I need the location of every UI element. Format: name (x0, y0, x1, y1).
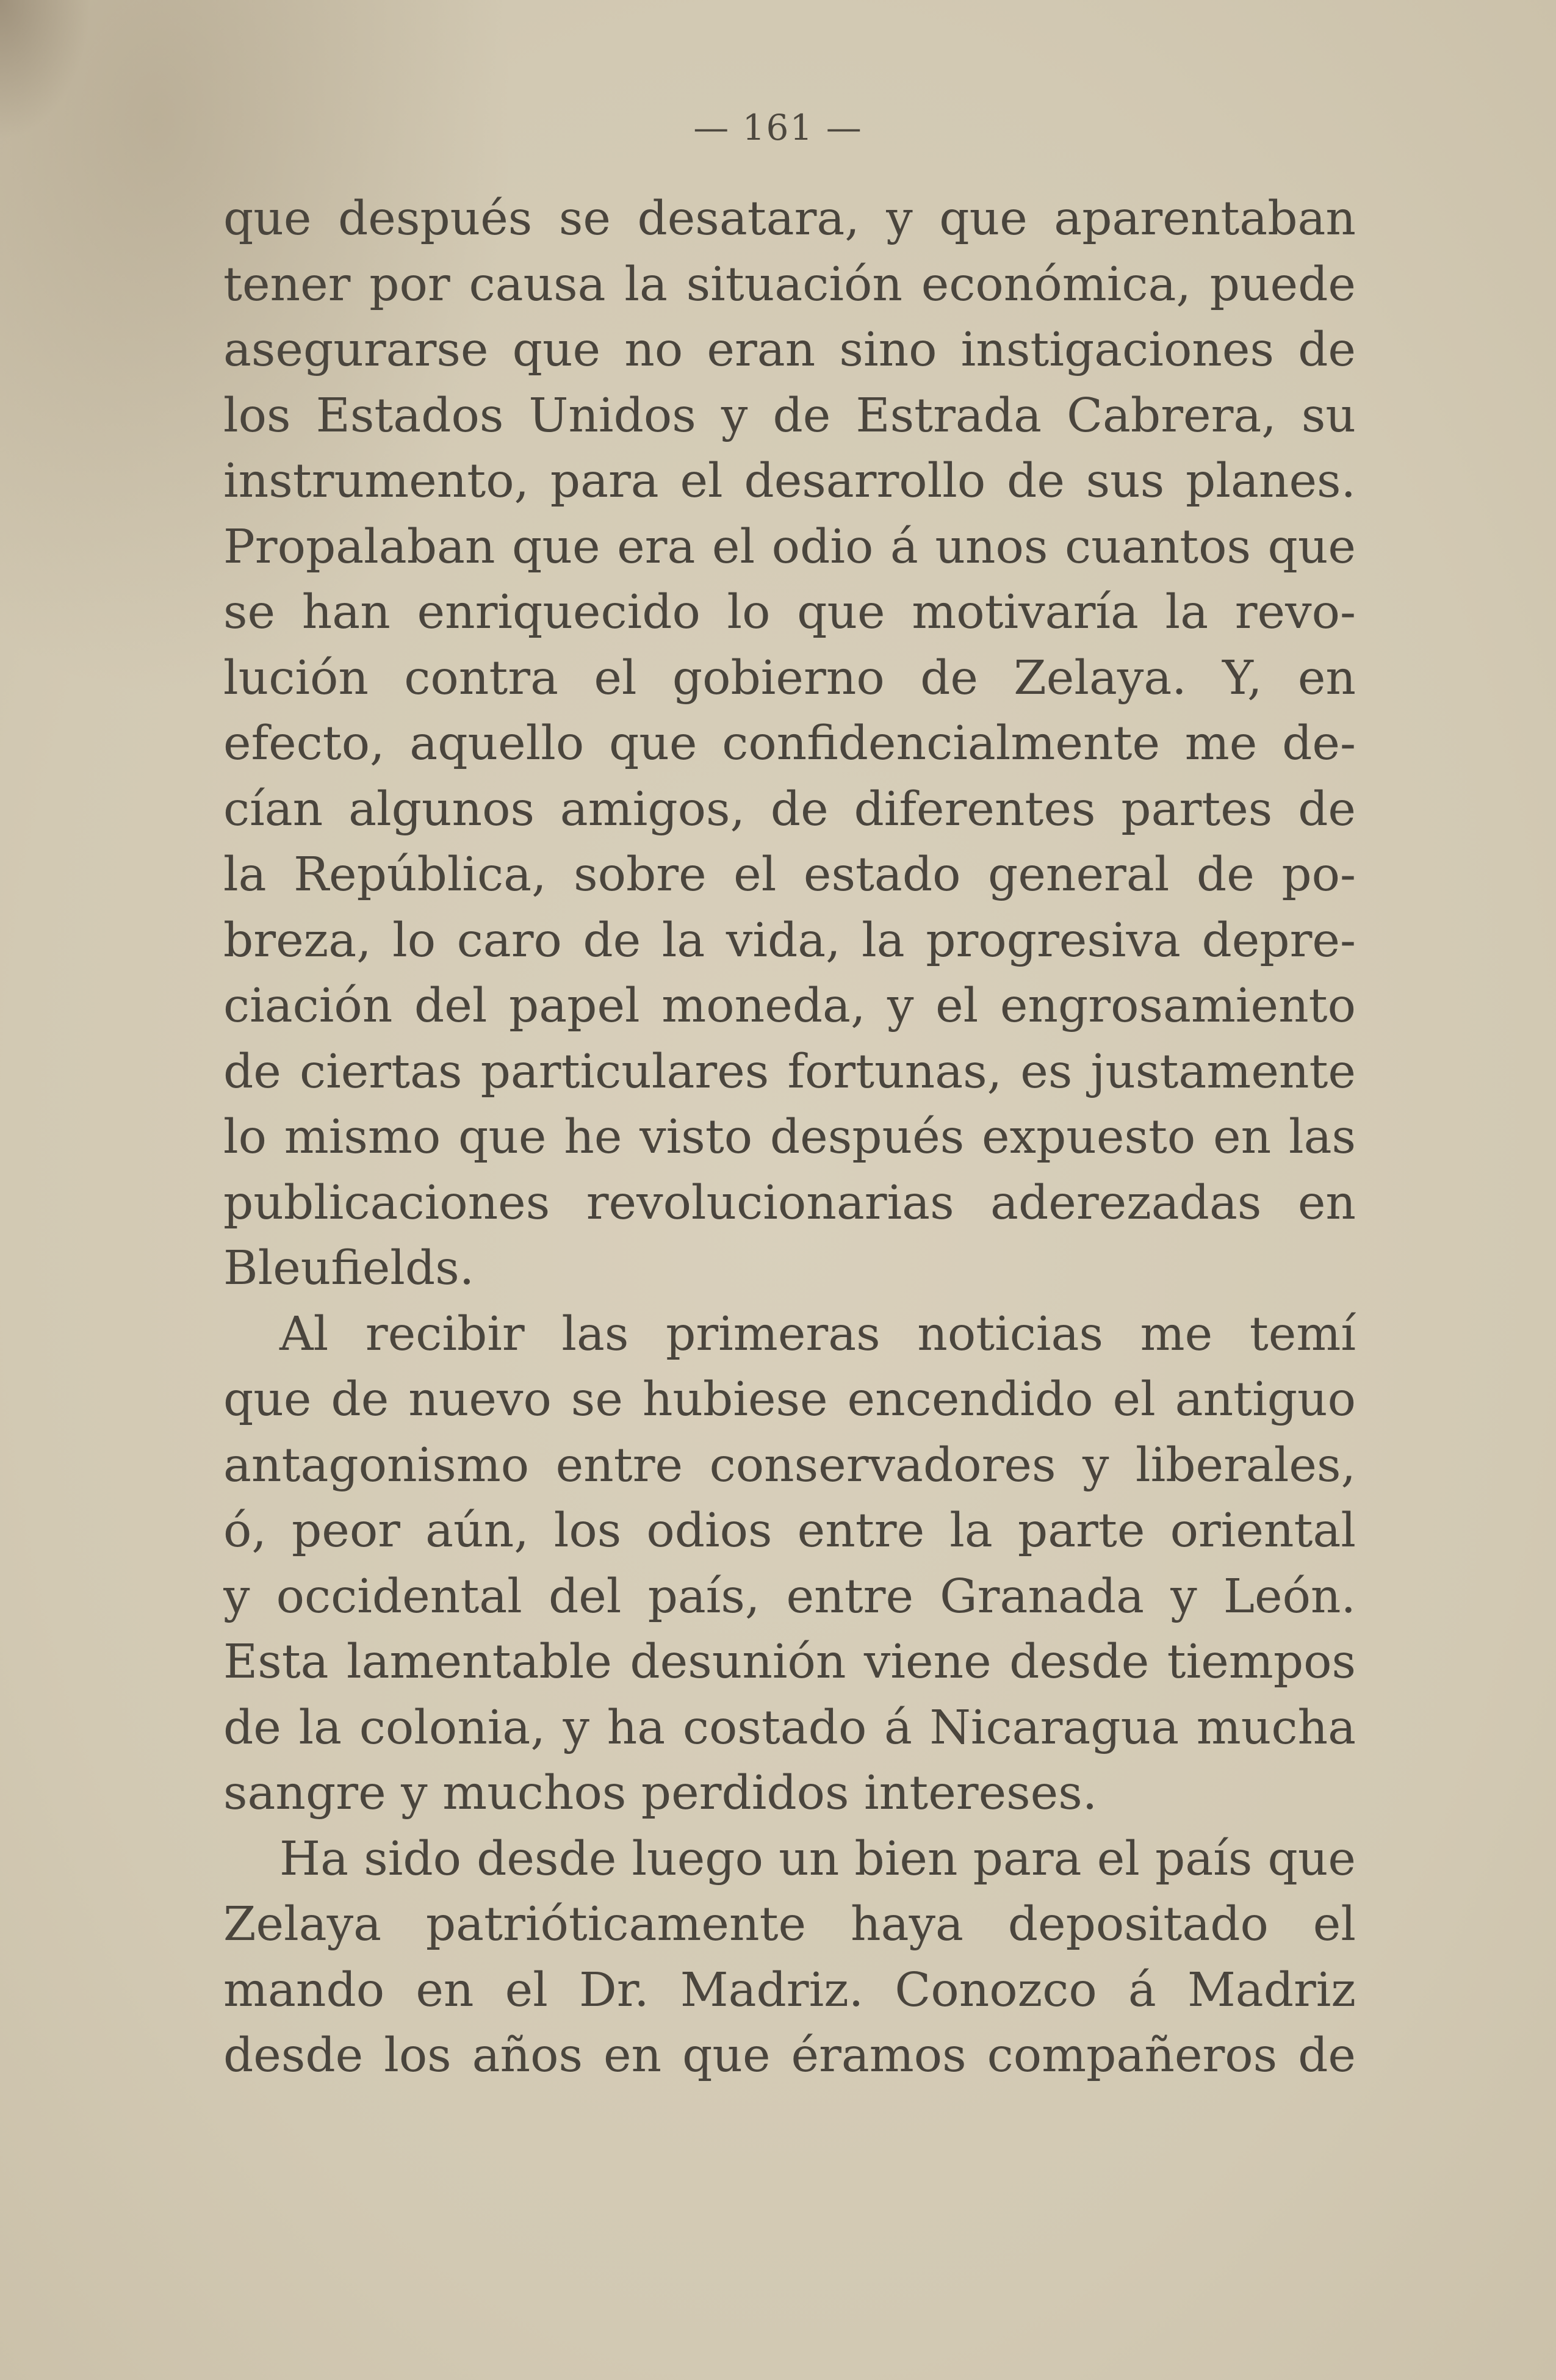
text-line: de ciertas particulares fortunas, es justamente (223, 1044, 1356, 1099)
text-line: lución contra el gobierno de Zelaya. Y, en (223, 651, 1356, 705)
paragraph-end-line: sangre y muchos perdidos intereses. (223, 1766, 1098, 1820)
text-line: ó, peor aún, los odios entre la parte oriental (223, 1504, 1356, 1558)
text-line: cían algunos amigos, de diferentes partes de (223, 782, 1356, 837)
text-line: Zelaya patrióticamente haya depositado el (223, 1897, 1356, 1952)
body-text (223, 186, 1356, 2089)
text-line: Propalaban que era el odio á unos cuantos que (223, 519, 1356, 574)
text-line: se han enriquecido lo que motivaría la revo- (223, 585, 1356, 640)
text-line: desde los años en que éramos compañeros de (223, 2028, 1356, 2083)
text-line: que después se desatara, y que aparentaban (223, 192, 1356, 246)
text-line: tener por causa la situación económica, puede (223, 257, 1356, 312)
paragraph-start-line: Ha sido desde luego un bien para el país que (279, 1831, 1356, 1886)
text-line: mando en el Dr. Madriz. Conozco á Madriz (223, 1963, 1356, 2018)
text-line: Esta lamentable desunión viene desde tiempos (223, 1635, 1356, 1689)
text-line: asegurarse que no eran sino instigaciones de (223, 323, 1356, 377)
text-line: los Estados Unidos y de Estrada Cabrera, su (223, 388, 1356, 443)
paragraph-end-line: Bleufields. (223, 1241, 475, 1296)
page-number: — 161 — (693, 107, 863, 148)
text-line: y occidental del país, entre Granada y León. (223, 1569, 1356, 1624)
text-line: la República, sobre el estado general de po- (223, 848, 1356, 902)
text-line: ciación del papel moneda, y el engrosamiento (223, 979, 1356, 1033)
text-line: publicaciones revolucionarias aderezadas en (223, 1175, 1356, 1230)
text-line: breza, lo caro de la vida, la progresiva depre- (223, 913, 1356, 968)
text-line: efecto, aquello que confidencialmente me de- (223, 716, 1356, 771)
text-line: lo mismo que he visto después expuesto en las (223, 1110, 1356, 1164)
paragraph-start-line: Al recibir las primeras noticias me temí (279, 1307, 1356, 1361)
text-line: instrumento, para el desarrollo de sus planes. (223, 454, 1356, 508)
text-line: de la colonia, y ha costado á Nicaragua mucha (223, 1700, 1356, 1755)
text-line: que de nuevo se hubiese encendido el antiguo (223, 1372, 1356, 1427)
text-line: antagonismo entre conservadores y liberales, (223, 1438, 1356, 1493)
